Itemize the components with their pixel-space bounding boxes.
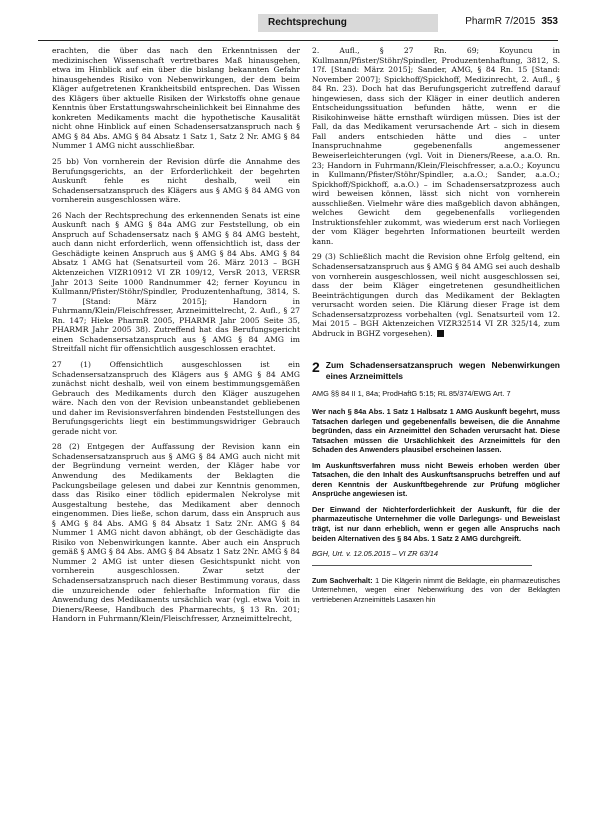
end-of-article-mark xyxy=(437,330,444,337)
paragraph-text: 2. Aufl., § 27 Rn. 69; Koyuncu in Kullmann/Pfister/Stöhr/Spindler, Produzentenhaftung, 3812, S. 17f. [Stand: März 2015]; Sander, AMG, § 84 Rn. 15 [Stand: November 2007]; Spickhoff/Spickhoff, Medizinrecht, 2. Aufl., § 84 Rn. 23). Doch hat das Berufungsgericht zutreffend darauf hingewiesen, dass sich der Kläger in einer deutlich anderen Entscheidungssituation befunden hätte, wenn er die Risikohinweise hätte ernsthaft würdigen müssen. Dies ist der Fall, da das Medikament verursachende Art – sich in diesem Fall anders entschieden hätte und dies – unter Inanspruchnahme gegebenenfalls angemessener Beweiserleichterungen (vgl. Voit in Dieners/Reese, a.a.O. Rn. 23; Handorn in Fuhrmann/Klein/Fleischfresser, a.a.O.; Koyuncu in Kullmann/Pfister/Stöhr/Spindler, a.a.O.; Sander, a.a.O.; Spickhoff/Spickhoff, a.a.O.) – im Schadensersatzprozess auch wird beweisen können, lässt sich nicht von vornherein ausschließen. Vielmehr wäre dies maßgeblich davon abhängen, welches Gewicht dem gegebenenfalls vorliegenden Instruktionsfehler zukommt, was wiederum erst nach Vorliegen der vom Kläger begehrten Informationen beurteilt werden kann. xyxy=(312,46,560,246)
headnote: Der Einwand der Nichterforderlichkeit der Auskunft, für die der pharmazeutische Unternehmer die volle Darlegungs- und Beweislast trägt, ist nur dann erheblich, wenn er gegen alle Anspruchs nach beiden Alternativen des § 84 Abs. 1 Satz 2 AMG durchgreift. xyxy=(312,504,560,543)
section-number: 2 xyxy=(312,359,320,376)
paragraph-text: 29 (3) Schließlich macht die Revision ohne Erfolg geltend, ein Schadensersatzanspruch aus § AMG § 84 AMG sei auch deshalb von vornherein ausgeschlossen, weil nicht ausgeschlossen sei, dass der beim Kläger eingetretenen gesundheitlichen Beeinträchtigungen durch das Medikament der Beklagten verursacht worden seien. Die Klärung dieser Frage ist dem Schadensersatzprozess vorbehalten (vgl. Senatsurteil vom 12. Mai 2015 – BGH Aktenzeichen VIZR32514 VI ZR 325/14, zum Abdruck in BGHZ vorgesehen). xyxy=(312,252,560,338)
paragraph: erachten, die über das nach den Erkenntnissen der medizinischen Wissenschaft vertretbares Maß hinausgehen, etwa im Hinblick auf ein über die bislang bekannten Gefahr hinausgehendes Risiko von Nebenwirkungen, der dem beim Kläger aufgetretenen Krankheitsbild entsprechen. Das Wissen des Klägers über aktuelle Risiken der Wirkstoffs ohne genaue Kenntnis über Erstattungswahrscheinlichkeit bei Einnahme des konkreten Medikaments macht die hypothetische Kausalität nicht ohne Hinblick auf einen Schadensersatzanspruch nach § AMG § 84 Abs. AMG § 84 Absatz 1 Satz 1, Satz 2 Nr. AMG § 84 Nummer 1 AMG nicht ausschließbar. xyxy=(52,46,300,151)
page-header xyxy=(38,14,558,40)
paragraph: 25 bb) Von vornherein der Revision dürfe die Annahme des Berufungsgerichts, an der Erforderlichkeit der begehrten Auskunft fehle es nicht deshalb, weil ein Schadensersatzanspruch des Klägers aus § AMG § 84 AMG von vornherein ausgeschlossen wäre. xyxy=(52,157,300,205)
facts-label: Zum Sachverhalt: xyxy=(312,575,373,585)
court-citation: BGH, Urt. v. 12.05.2015 – VI ZR 63/14 xyxy=(312,549,438,559)
journal-reference xyxy=(465,16,558,27)
headnote: Wer nach § 84a Abs. 1 Satz 1 Halbsatz 1 AMG Auskunft begehrt, muss Tatsachen darlegen und gegebenenfalls beweisen, die die Annahme begründen, dass ein Arzneimittel den Schaden verursacht hat. Diese Tatsachen müssen die Ursächlichkeit des Arzneimittels für den Schaden des Anwenders plausibel erscheinen lassen. xyxy=(312,406,560,455)
section-title: Zum Schadensersatzanspruch wegen Nebenwirkungen eines Arzneimittels xyxy=(325,360,560,381)
left-column xyxy=(52,46,300,630)
paragraph: 26 Nach der Rechtsprechung des erkennenden Senats ist eine Auskunft nach § AMG § 84a AMG zur Feststellung, ob ein Anspruch auf Schadensersatz nach § AMG § 84 AMG besteht, auch dann nicht erforderlich, wenn offensichtlich ist, dass der Geschädigte keinen Anspruch aus § AMG § 84 Abs. AMG § 84 Absatz 1 AMG hat (Senatsurteil vom 26. März 2013 – BGH Aktenzeichen VIZR10912 VI ZR 109/12, VersR 2013, VERSR Jahr 2013 Seite 1000 Randnummer 42; ferner Koyuncu in Kullmann/Pfister/Stöhr/Spindler, Produzentenhaftung, 3814, S. 7 [Stand: März 2015]; Handorn in Fuhrmann/Klein/Fleischfresser, Arzneimittelrecht, 2. Aufl., § 27 Rn. 147; Hieke PharmR 2005, PHARMR Jahr 2005 Seite 35, PHARMR Jahr 2005 38). Zutreffend hat das Berufungsgericht einen Schadensersatzanspruch aus § AMG § 84 AMG im Streitfall nicht für offensichtlich ausgeschlossen erachtet. xyxy=(52,210,300,354)
section-heading xyxy=(312,360,560,381)
page-number: 353 xyxy=(541,16,558,27)
headnote: Im Auskunftsverfahren muss nicht Beweis erhoben werden über Tatsachen, die den Inhalt des Auskunftsanspruchs betreffen und auf deren Kenntnis der Auskunftbegehrende zur Prüfung möglicher Ansprüche angewiesen ist. xyxy=(312,460,560,499)
paragraph: 28 (2) Entgegen der Auffassung der Revision kann ein Schadensersatzanspruch aus § AMG § 84 AMG auch nicht mit der Begründung verneint werden, der Kläger habe vor Anwendung des Medikaments der Beklagten die Packungsbeilage gelesen und dabei zur Kenntnis genommen, dass das Risiko einer tödlich epidermalen Nekrolyse mit Ausgestaltung bestehe, das Medikament aber dennoch eingenommen. Dies ließe, schon darum, dass ein Anspruch aus § AMG § 84 Abs. AMG § 84 Absatz 1 Satz 2Nr. AMG § 84 Nummer 1 AMG nicht davon abhängt, ob der Geschädigte das Risiko von Nebenwirkungen kannte. Aber auch ein Anspruch gemäß § AMG § 84 Abs. AMG § 84 Absatz 1 Satz 2Nr. AMG § 84 Nummer 2 AMG ist unter diesen Gesichtspunkt nicht von vornherein ausgeschlossen. Zwar setzt der Schadensersatzanspruch nach dieser Bestimmung voraus, dass die unzureichende oder fehlerhafte Information für die Anwendung des Medikaments ursächlich war (vgl. etwa Voit in Dieners/Reese, Handbuch des Pharmarechts, § 13 Rn. 201; Handorn in Fuhrmann/Klein/Fleischfresser, Arzneimittelrecht, xyxy=(52,442,300,624)
right-column xyxy=(312,46,560,610)
journal-name: PharmR 7/2015 xyxy=(465,16,536,27)
divider xyxy=(312,565,532,566)
facts-paragraph xyxy=(312,576,560,605)
section-label: Rechtsprechung xyxy=(258,14,438,32)
legal-norms: AMG §§ 84 II 1, 84a; ProdHaftG 5:15; RL 85/374/EWG Art. 7 xyxy=(312,389,511,399)
header-rule xyxy=(38,40,558,41)
paragraph: 27 (1) Offensichtlich ausgeschlossen ist ein Schadensersatzanspruch des Klägers aus § AMG § 84 AMG zunächst nicht deshalb, weil von einem bestimmungsgemäßen Gebrauch des Medikaments durch den Kläger auszugehen wäre. Nach den von der Revision unbeanstandet gebliebenen und daher im Revisionsverfahren bindenden Feststellungen des Berufungsgerichts liegt ein bestimmungswidriger Gebrauch gerade nicht vor. xyxy=(52,359,300,436)
facts-text: 1 Die Klägerin nimmt die Beklagte, ein pharmazeutisches Unternehmen, wegen einer Nebenwirkung des von der Beklagten vertriebenen Arzneimittels Lasaxen hin xyxy=(312,575,560,604)
paragraph xyxy=(312,46,560,246)
paragraph xyxy=(312,252,560,338)
